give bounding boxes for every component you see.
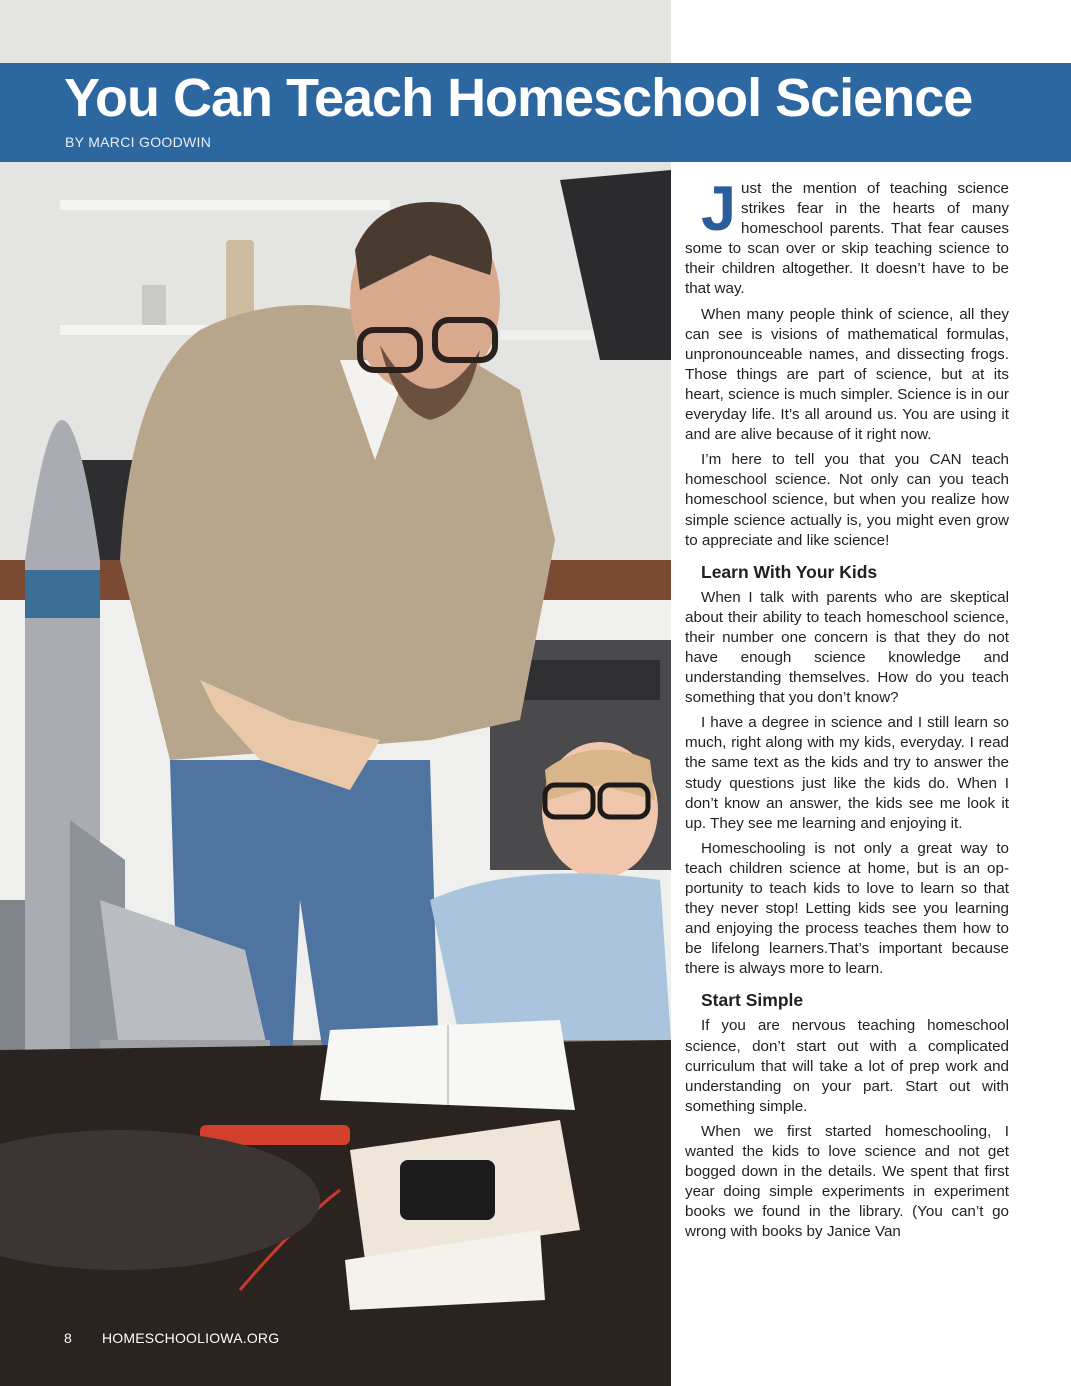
section-paragraph: When we first started homeschooling, I wanted the kids to love science and not get bogged down in the details. We spent that first year doing simple experiments in experiment books we found in the library. (You can’t go wrong with books by Janice Van	[685, 1122, 1009, 1241]
byline: BY MARCI GOODWIN	[65, 134, 212, 150]
lead-paragraph-text: ust the mention of teaching science strikes fear in the hearts of many homeschool parents. That fear causes some to scan over or skip teaching science to their children altogether. It doesn’t have to be that way.	[685, 180, 1009, 298]
page-number: 8	[64, 1330, 72, 1346]
section-paragraph: When I talk with parents who are skeptical about their ability to teach homeschool science, their number one concern is that they do not have enough science knowledge and understanding themselves. How do you teach something that you don’t know?	[685, 588, 1009, 707]
article-title: You Can Teach Homeschool Science	[64, 68, 973, 128]
lead-paragraph	[685, 174, 1009, 300]
section-heading-start-simple: Start Simple	[701, 990, 804, 1011]
section-heading-learn-with-your-kids: Learn With Your Kids	[701, 561, 878, 582]
page-footer	[64, 1330, 279, 1346]
section-paragraph: Homeschooling is not only a great way to teach children science at home, but is an opportunity to teach kids to love to learn so that they never stop! Letting kids see you learning and enjoying the process teaches them how to be lifelong learners.That’s important because there is always more to learn.	[685, 839, 1009, 978]
section-paragraph: I have a degree in science and I still learn so much, right along with my kids, everyday. I read the same text as the kids and try to answer the study questions just like the kids do. When I don’t know an answer, the kids see me look it up. They see me learning and enjoying it.	[685, 714, 1009, 832]
site-url[interactable]: HOMESCHOOLIOWA.ORG	[102, 1330, 280, 1346]
intro-paragraph: When many people think of science, all they can see is visions of mathematical formulas, unpronounceable names, and dissecting frogs. Those things are part of science, but at its heart, science is much simpler. Science is in our everyday life. It’s all around us. You are using it and are alive because of it right now.	[685, 305, 1009, 444]
intro-paragraph: I’m here to tell you that you CAN teach homeschool science. Not only can you teach homeschool science, but when you realize how simple science actually is, you might even grow to appreciate and like science!	[685, 451, 1009, 549]
article-body	[685, 174, 1009, 1248]
section-paragraph: If you are nervous teaching homeschool science, don’t start out with a complicated curriculum that will take a lot of prep work and understanding on your part. Start out with something simple.	[685, 1017, 1009, 1115]
drop-cap: J	[701, 174, 737, 244]
